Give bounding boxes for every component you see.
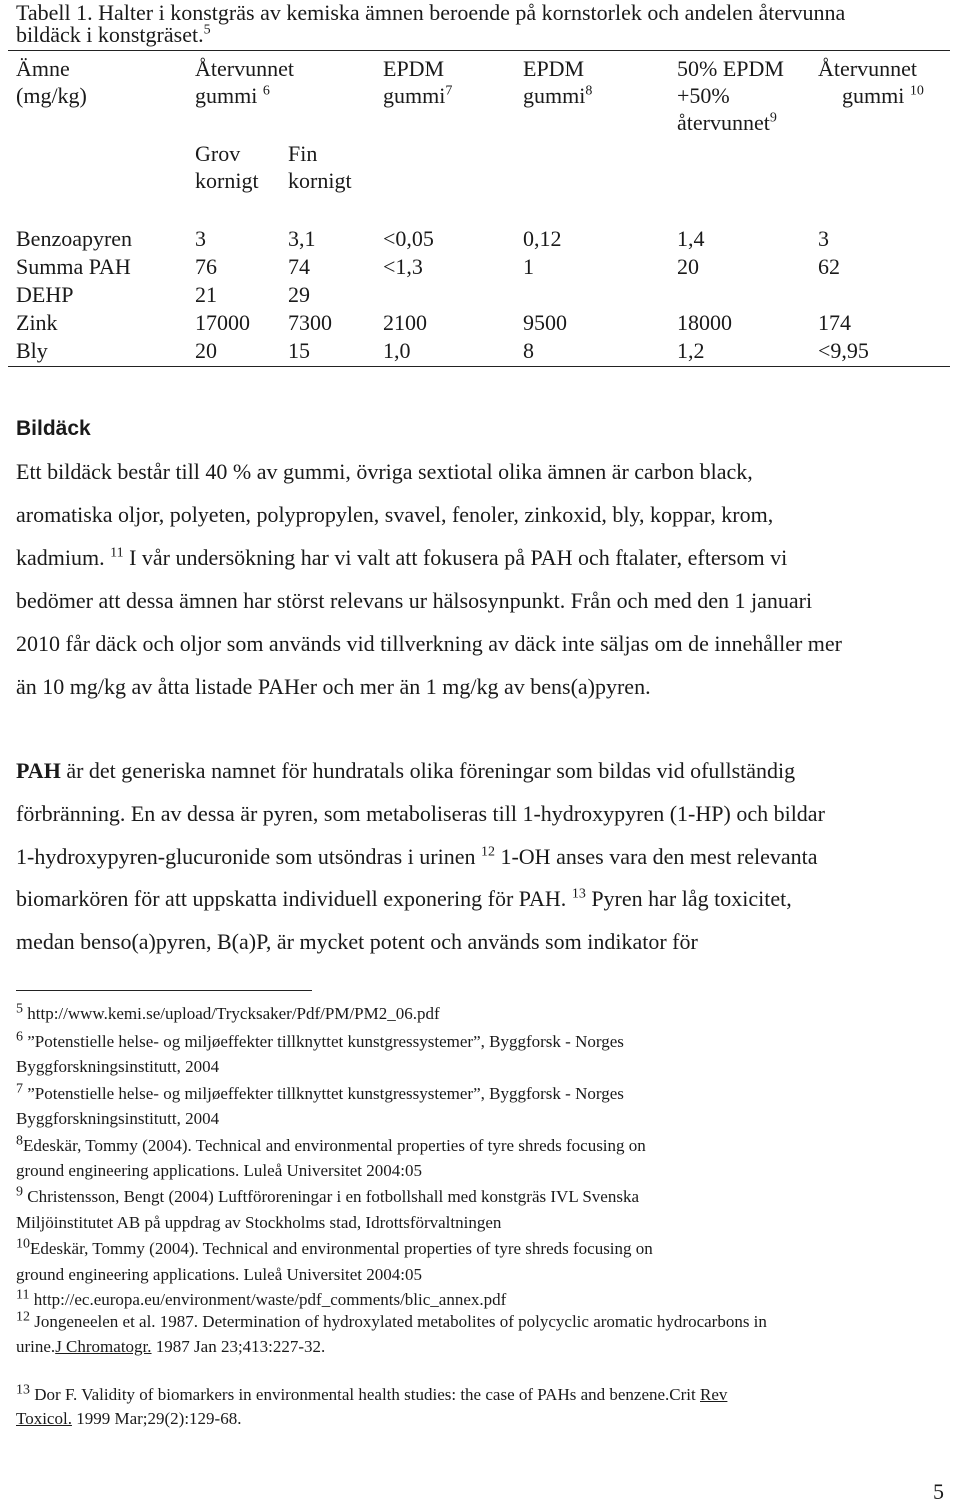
- table-cell: 1: [523, 254, 534, 279]
- row-label: DEHP: [16, 282, 74, 307]
- paragraph-line: än 10 mg/kg av åtta listade PAHer och mer än 1 mg/kg av bens(a)pyren.: [16, 674, 651, 699]
- journal-link[interactable]: Toxicol.: [16, 1409, 72, 1428]
- row-label: Bly: [16, 338, 48, 363]
- paragraph-line: biomarkören för att uppskatta individuell exponering för PAH. $^{13}$ Pyren har låg toxicitet,: [16, 886, 792, 911]
- footnote-ref: 5: [203, 22, 211, 38]
- table-cell: 18000: [677, 310, 732, 335]
- footnote-12-cont: urine.J Chromatogr. 1987 Jan 23;413:227-32.: [16, 1337, 326, 1356]
- table-cell: 20: [195, 338, 217, 363]
- paragraph-line: bedömer att dessa ämnen har störst relevans ur hälsosynpunkt. Från och med den 1 januari: [16, 588, 813, 613]
- table-cell: 15: [288, 338, 310, 363]
- journal-link[interactable]: J Chromatogr.: [55, 1337, 152, 1356]
- table-cell: 1,4: [677, 226, 705, 251]
- header-mix: 50% EPDM +50% återvunnet$^9$: [677, 56, 784, 135]
- footnote-9: $^9$ Christensson, Bengt (2004) Luftföroreningar i en fotbollshall med konstgräs IVL Svenska: [16, 1184, 639, 1206]
- row-label: Summa PAH: [16, 254, 131, 279]
- table-cell: 3: [195, 226, 206, 251]
- table-caption-line-2: bildäck i konstgräset.$^5$: [16, 22, 211, 47]
- table-cell: 7300: [288, 310, 332, 335]
- header-epdm-8: EPDM gummi$^8$: [523, 56, 593, 108]
- footnote-13-cont: Toxicol. 1999 Mar;29(2):129-68.: [16, 1409, 242, 1428]
- paragraph-line: Ett bildäck består till 40 % av gummi, övriga sextiotal olika ämnen är carbon black,: [16, 459, 753, 484]
- table-bottom-rule: [8, 366, 950, 367]
- table-cell: 8: [523, 338, 534, 363]
- footnote-7: $^7$ ”Potenstielle helse- og miljøeffekter tillknyttet kunstgressystemer”, Byggforsk - Norges: [16, 1081, 624, 1103]
- footnote-separator: [16, 990, 312, 991]
- table-cell: 1,0: [383, 338, 411, 363]
- table-cell: 21: [195, 282, 217, 307]
- footnote-6: $^6$ ”Potenstielle helse- og miljøeffekter tillknyttet kunstgressystemer”, Byggforsk - Norges: [16, 1029, 624, 1051]
- paragraph-line: aromatiska oljor, polyeten, polypropylen, svavel, fenoler, zinkoxid, bly, koppar, krom,: [16, 502, 774, 527]
- paragraph-line: 1-hydroxypyren-glucuronide som utsöndras i urinen $^{12}$ 1-OH anses vara den mest relevanta: [16, 844, 818, 869]
- table-cell: 29: [288, 282, 310, 307]
- paragraph-line: 2010 får däck och oljor som används vid tillverkning av däck inte säljas om de innehåller mer: [16, 631, 842, 656]
- page-number: 5: [933, 1479, 944, 1504]
- paragraph-line: kadmium. $^{11}$ I vår undersökning har vi valt att fokusera på PAH och ftalater, eftersom vi: [16, 545, 788, 570]
- paragraph-line: PAH är det generiska namnet för hundratals olika föreningar som bildas vid ofullständig: [16, 758, 796, 783]
- footnote-11: $^{11}$ http://ec.europa.eu/environment/waste/pdf_comments/blic_annex.pdf: [16, 1287, 507, 1309]
- footnote-6-cont: Byggforskningsinstitutt, 2004: [16, 1057, 220, 1076]
- footnote-8-cont: ground engineering applications. Luleå Universitet 2004:05: [16, 1161, 423, 1180]
- paragraph-line: medan benso(a)pyren, B(a)P, är mycket potent och används som indikator för: [16, 929, 698, 954]
- footnote-13: $^{13}$ Dor F. Validity of biomarkers in environmental health studies: the case of PAHs and benzene.Crit Rev: [16, 1382, 728, 1404]
- journal-link[interactable]: Rev: [700, 1385, 728, 1404]
- paragraph-line: förbränning. En av dessa är pyren, som metaboliseras till 1-hydroxypyren (1-HP) och bildar: [16, 801, 825, 826]
- section-heading-bildack: Bildäck: [16, 417, 91, 440]
- footnote-12: $^{12}$ Jongeneelen et al. 1987. Determination of hydroxylated metabolites of polycyclic aromatic hydrocarbons in: [16, 1309, 767, 1331]
- caption-line-1: Tabell 1. Halter i konstgräs av kemiska ämnen beroende på kornstorlek och andelen återvunna: [16, 0, 846, 25]
- table-cell: 76: [195, 254, 217, 279]
- header-grov: Grov kornigt: [195, 141, 259, 193]
- table-cell: 3,1: [288, 226, 316, 251]
- header-atervunnet: Återvunnet gummi $^6$: [195, 56, 294, 108]
- footnote-ref: 13: [571, 886, 586, 902]
- table-cell: 17000: [195, 310, 250, 335]
- table-cell: <1,3: [383, 254, 423, 279]
- header-atervunnet-10: Återvunnet gummi $^{10}$: [818, 56, 924, 108]
- footnote-7-cont: Byggforskningsinstitutt, 2004: [16, 1109, 220, 1128]
- table-top-rule: [8, 50, 950, 51]
- table-cell: <0,05: [383, 226, 434, 251]
- footnote-8: $^8$Edeskär, Tommy (2004). Technical and environmental properties of tyre shreds focusing on: [16, 1133, 646, 1155]
- row-label: Zink: [16, 310, 58, 335]
- table-cell: 20: [677, 254, 699, 279]
- table-cell: 2100: [383, 310, 427, 335]
- footnote-10-cont: ground engineering applications. Luleå Universitet 2004:05: [16, 1265, 423, 1284]
- table-cell: 0,12: [523, 226, 562, 251]
- table-cell: 74: [288, 254, 310, 279]
- header-amne: Ämne (mg/kg): [16, 56, 87, 108]
- footnote-10: $^{10}$Edeskär, Tommy (2004). Technical and environmental properties of tyre shreds focusing on: [16, 1236, 653, 1258]
- table-cell: <9,95: [818, 338, 869, 363]
- header-fin: Fin kornigt: [288, 141, 352, 193]
- table-cell: 1,2: [677, 338, 705, 363]
- footnote-ref: 12: [480, 844, 495, 860]
- footnote-ref: 11: [110, 545, 124, 561]
- table-cell: 174: [818, 310, 851, 335]
- footnote-5: $^5$ http://www.kemi.se/upload/Trycksaker/Pdf/PM/PM2_06.pdf: [16, 1001, 440, 1023]
- table-cell: 62: [818, 254, 840, 279]
- table-cell: 9500: [523, 310, 567, 335]
- header-epdm-7: EPDM gummi$^7$: [383, 56, 453, 108]
- row-label: Benzoapyren: [16, 226, 133, 251]
- pah-bold-term: PAH: [16, 758, 61, 783]
- table-cell: 3: [818, 226, 829, 251]
- footnote-9-cont: Miljöinstitutet AB på uppdrag av Stockholms stad, Idrottsförvaltningen: [16, 1213, 502, 1232]
